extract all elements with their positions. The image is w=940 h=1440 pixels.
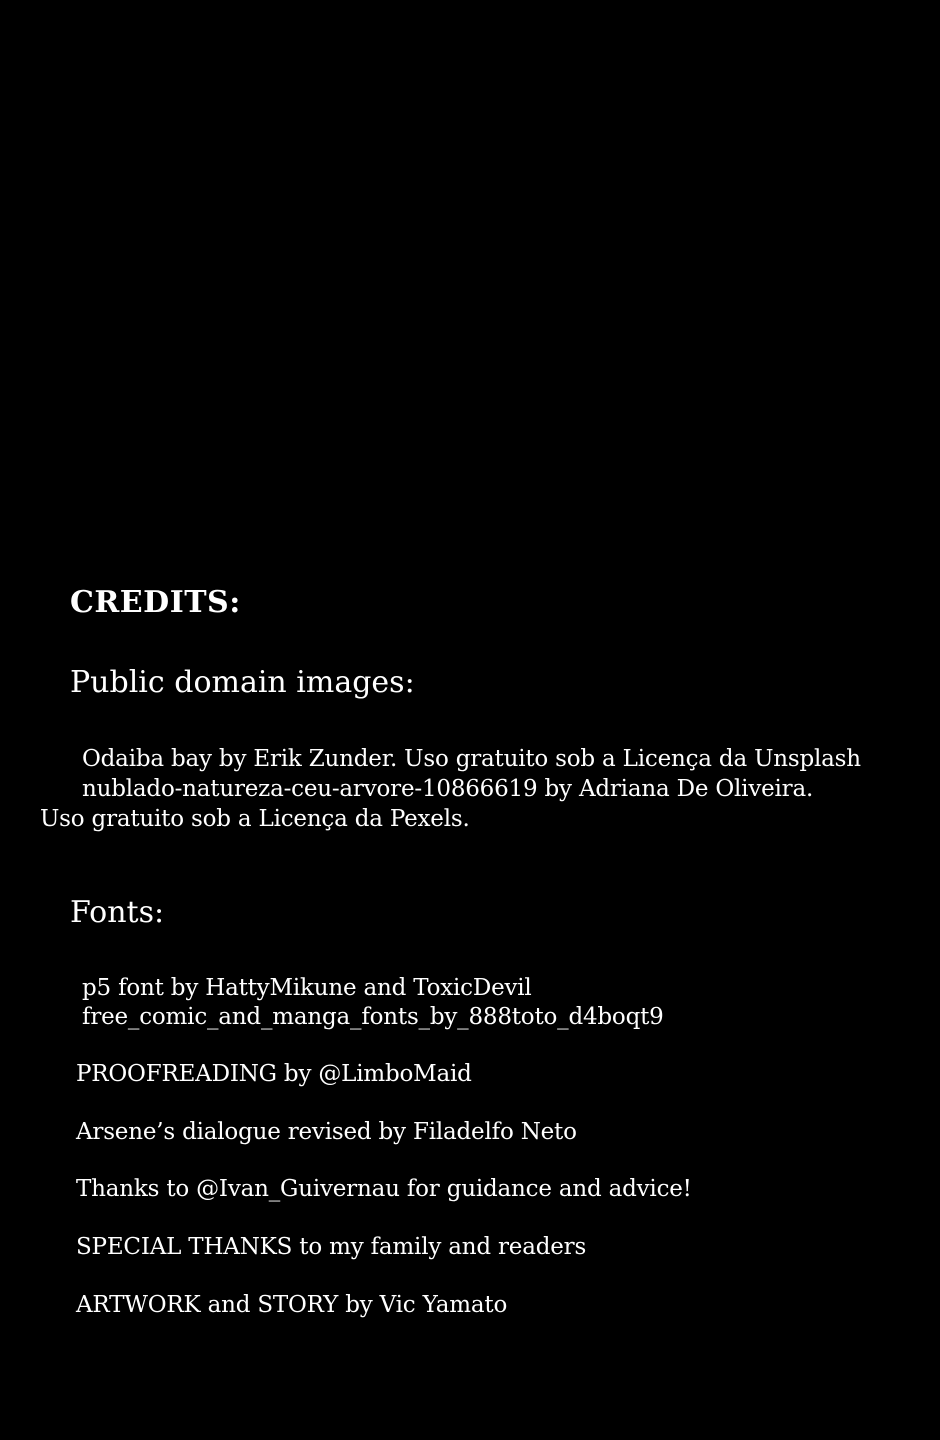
- image-credit-nublado: nublado-natureza-ceu-arvore-10866619 by Adriana De Oliveira. Uso gratuito sob a Licença da Pexels.: [40, 776, 814, 832]
- font-credit-p5: p5 font by HattyMikune and ToxicDevil: [82, 975, 532, 1001]
- thanks-credit: Thanks to @Ivan_Guivernau for guidance and advice!: [76, 1176, 692, 1202]
- fonts-section-title: Fonts:: [70, 895, 165, 930]
- dialogue-credit: Arsene’s dialogue revised by Filadelfo Neto: [76, 1119, 577, 1145]
- images-section-title: Public domain images:: [70, 665, 415, 700]
- image-credit-odaiba: Odaiba bay by Erik Zunder. Uso gratuito sob a Licença da Unsplash: [82, 746, 861, 772]
- special-thanks-credit: SPECIAL THANKS to my family and readers: [76, 1234, 587, 1260]
- credits-heading: CREDITS:: [70, 585, 241, 620]
- font-credit-manga: free_comic_and_manga_fonts_by_888toto_d4boqt9: [82, 1004, 664, 1030]
- proofreading-credit: PROOFREADING by @LimboMaid: [76, 1061, 472, 1087]
- artwork-story-credit: ARTWORK and STORY by Vic Yamato: [76, 1292, 508, 1318]
